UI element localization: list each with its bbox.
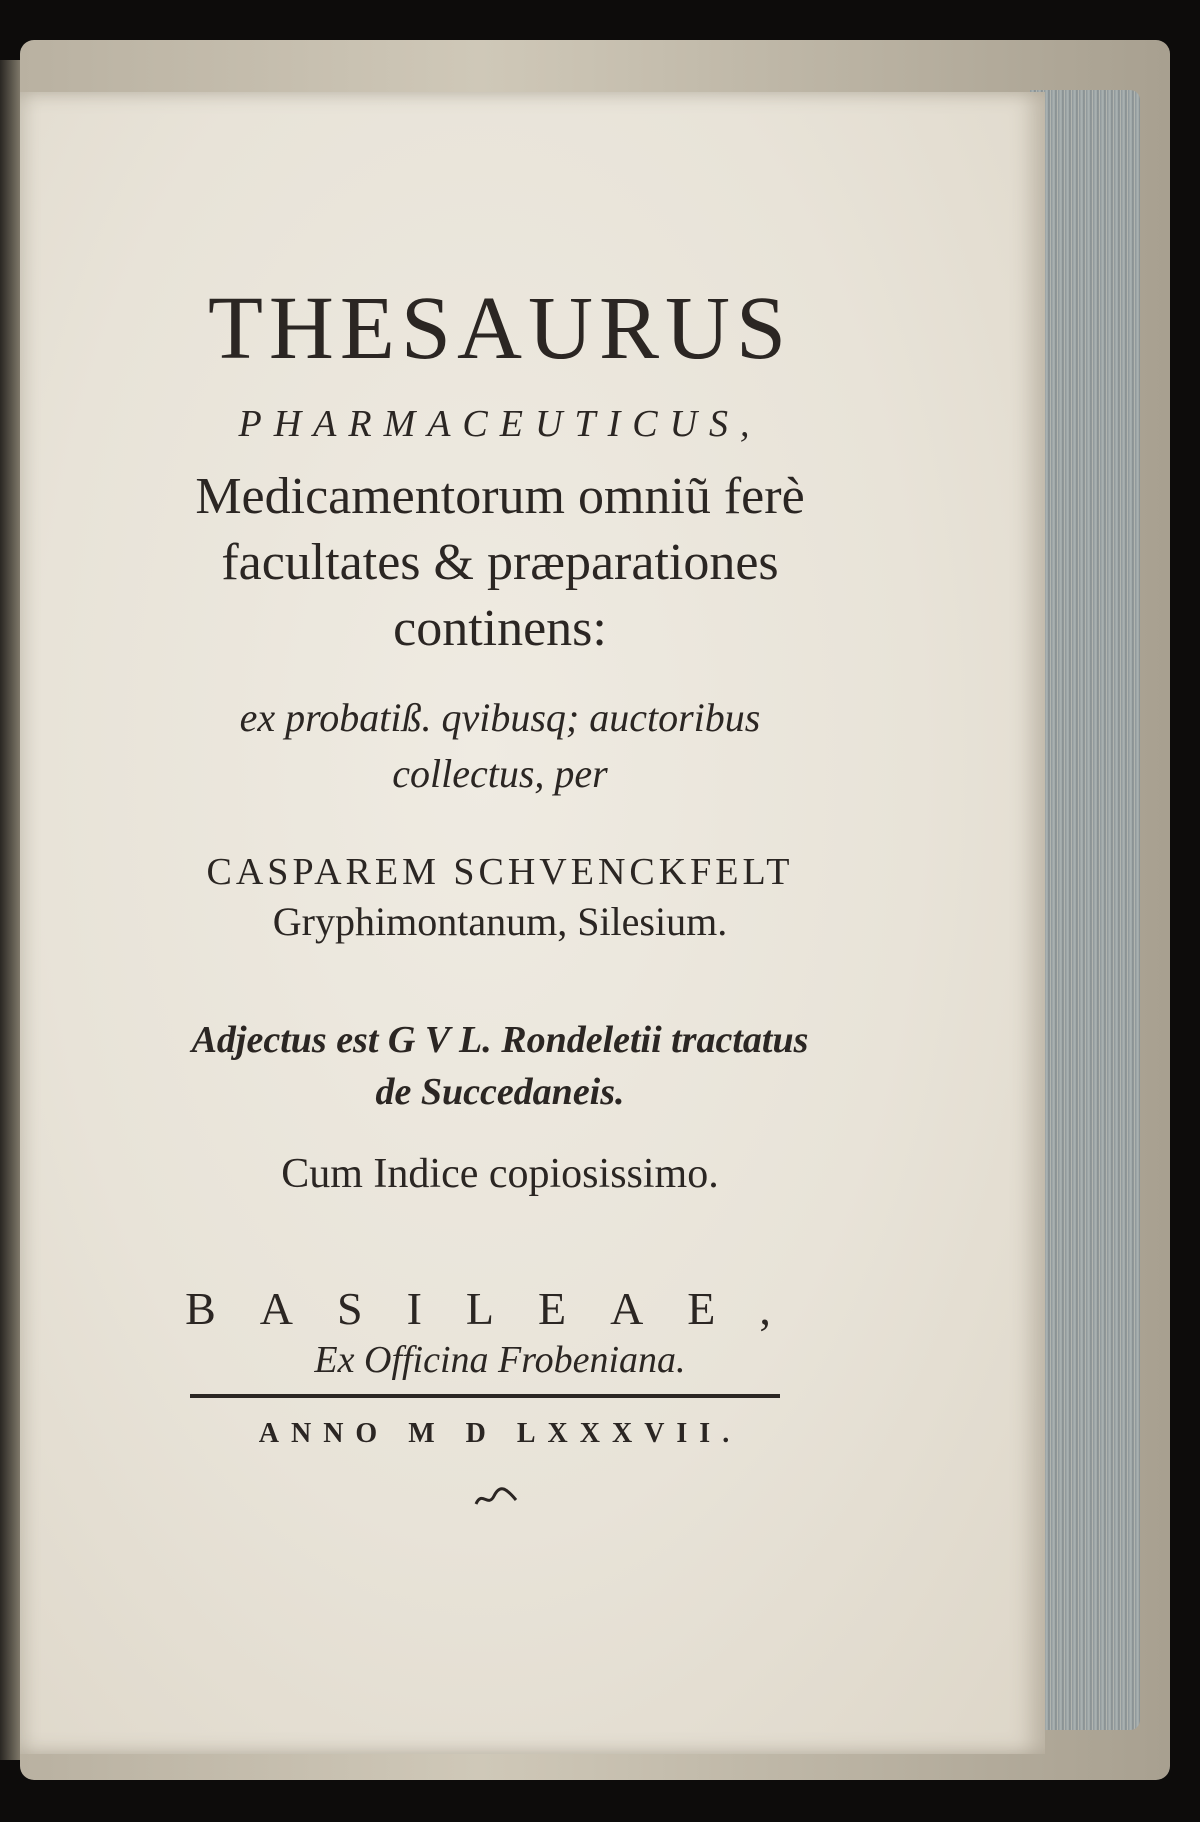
book-title: THESAURUS	[207, 279, 793, 378]
appendix-line: de Succedaneis.	[375, 1071, 625, 1113]
handwritten-mark-icon	[472, 1482, 522, 1512]
title-page	[20, 92, 1045, 1754]
description-line: Medicamentorum omniũ ferè	[195, 468, 805, 525]
source-line: collectus, per	[392, 751, 608, 796]
appendix-note	[120, 1014, 880, 1118]
appendix-line: Adjectus est G V L. Rondeletii tractatus	[191, 1019, 809, 1061]
description-line: continens:	[393, 600, 607, 657]
imprint-city: BASILEAE,	[185, 1283, 815, 1334]
source-line: ex probatiß. qvibusq; auctoribus	[239, 695, 761, 740]
divider-rule	[190, 1394, 780, 1398]
imprint-year: ANNO M D LXXXVII.	[258, 1418, 742, 1449]
author-name: CASPAREM SCHVENCKFELT	[206, 851, 794, 893]
description	[120, 464, 880, 662]
index-note: Cum Indice copiosissimo.	[281, 1151, 719, 1197]
author-origin: Gryphimontanum, Silesium.	[272, 899, 728, 944]
description-line: facultates & præparationes	[221, 534, 779, 591]
page-edges	[1030, 90, 1140, 1730]
book-subtitle: PHARMACEUTICUS,	[238, 403, 762, 445]
imprint-printer: Ex Officina Frobeniana.	[314, 1339, 686, 1381]
source-statement	[120, 690, 880, 802]
